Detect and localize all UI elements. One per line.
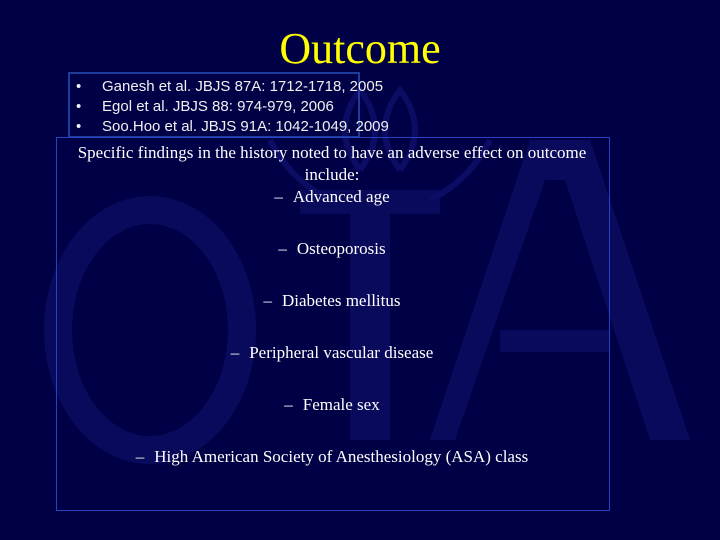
dash-icon: – xyxy=(263,291,272,310)
reference-item xyxy=(76,77,389,97)
findings-list xyxy=(56,186,608,468)
reference-text: Egol et al. JBJS 88: 974-979, 2006 xyxy=(102,98,334,115)
references-list xyxy=(76,77,389,137)
finding-text: Osteoporosis xyxy=(296,239,386,258)
dash-icon: – xyxy=(230,343,240,362)
findings-panel xyxy=(56,142,608,468)
finding-text: Advanced age xyxy=(292,187,390,206)
finding-item xyxy=(56,342,608,364)
dash-icon: – xyxy=(278,239,287,258)
reference-text: Ganesh et al. JBJS 87A: 1712-1718, 2005 xyxy=(102,78,384,95)
dash-icon: – xyxy=(135,447,145,466)
finding-item xyxy=(56,394,608,416)
finding-item xyxy=(56,238,608,260)
findings-intro: Specific findings in the history noted to have an adverse effect on outcome include: xyxy=(77,143,587,184)
finding-text: Diabetes mellitus xyxy=(281,291,401,310)
finding-text: Peripheral vascular disease xyxy=(249,343,434,362)
finding-item xyxy=(56,290,608,312)
dash-icon: – xyxy=(274,187,283,206)
finding-text: High American Society of Anesthesiology (ASA) class xyxy=(154,447,529,466)
finding-item xyxy=(56,446,608,468)
bullet-icon: • xyxy=(76,98,82,115)
slide-title: Outcome xyxy=(279,24,441,73)
bullet-icon: • xyxy=(76,118,82,135)
finding-item xyxy=(56,186,608,208)
reference-item xyxy=(76,117,389,137)
dash-icon: – xyxy=(284,395,293,414)
finding-text: Female sex xyxy=(302,395,380,414)
reference-text: Soo.Hoo et al. JBJS 91A: 1042-1049, 2009 xyxy=(102,118,389,135)
reference-item xyxy=(76,97,389,117)
bullet-icon: • xyxy=(76,78,82,95)
